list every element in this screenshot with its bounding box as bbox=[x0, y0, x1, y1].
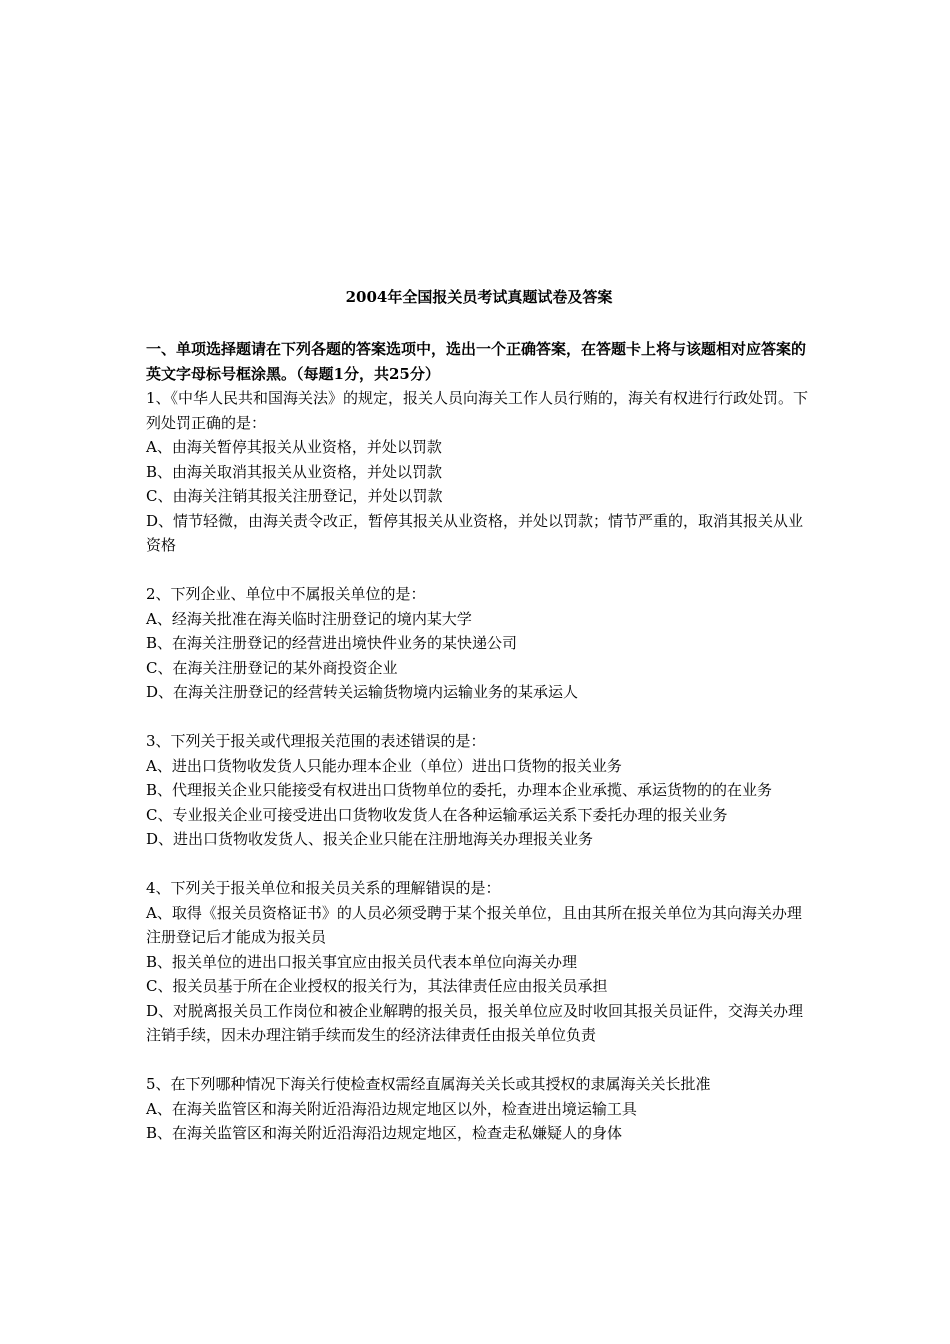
option-a: A、在海关监管区和海关附近沿海沿边规定地区以外，检查进出境运输工具 bbox=[146, 1099, 637, 1118]
question-5 bbox=[146, 1072, 812, 1146]
option-a: A、取得《报关员资格证书》的人员必须受聘于某个报关单位，且由其所在报关单位为其向海关办理注册登记后才能成为报关员 bbox=[146, 903, 802, 946]
question-2 bbox=[146, 582, 812, 705]
question-3 bbox=[146, 729, 812, 852]
option-b: B、在海关注册登记的经营进出境快件业务的某快递公司 bbox=[146, 634, 518, 652]
option-c: C、专业报关企业可接受进出口货物收发货人在各种运输承运关系下委托办理的报关业务 bbox=[146, 805, 728, 824]
question-4 bbox=[146, 876, 812, 1048]
question-stem: 3、下列关于报关或代理报关范围的表述错误的是： bbox=[146, 732, 486, 750]
option-d: D、进出口货物收发货人、报关企业只能在注册地海关办理报关业务 bbox=[146, 830, 594, 848]
option-a: A、由海关暂停其报关从业资格，并处以罚款 bbox=[146, 438, 442, 456]
document-title: 2004年全国报关员考试真题试卷及答案 bbox=[345, 288, 613, 306]
question-stem: 2、下列企业、单位中不属报关单位的是： bbox=[146, 585, 426, 603]
option-c: C、在海关注册登记的某外商投资企业 bbox=[146, 658, 398, 677]
document-page bbox=[146, 285, 812, 1146]
option-b: B、由海关取消其报关从业资格，并处以罚款 bbox=[146, 462, 443, 481]
option-b: B、报关单位的进出口报关事宜应由报关员代表本单位向海关办理 bbox=[146, 952, 578, 971]
option-a: A、进出口货物收发货人只能办理本企业（单位）进出口货物的报关业务 bbox=[146, 756, 622, 775]
option-c: C、由海关注销其报关注册登记，并处以罚款 bbox=[146, 487, 443, 505]
question-stem: 1、《中华人民共和国海关法》的规定，报关人员向海关工作人员行贿的，海关有权进行行政处罚。下列处罚正确的是： bbox=[146, 389, 809, 432]
section-heading: 一、单项选择题请在下列各题的答案选项中，选出一个正确答案，在答题卡上将与该题相对应答案的英文字母标号框涂黑。（每题1分，共25分） bbox=[146, 340, 807, 383]
option-c: C、报关员基于所在企业授权的报关行为，其法律责任应由报关员承担 bbox=[146, 977, 608, 995]
option-d: D、情节轻微，由海关责令改正，暂停其报关从业资格，并处以罚款；情节严重的，取消其报关从业资格 bbox=[146, 511, 804, 554]
question-1 bbox=[146, 386, 812, 558]
question-stem: 5、在下列哪种情况下海关行使检查权需经直属海关关长或其授权的隶属海关关长批准 bbox=[146, 1075, 711, 1093]
option-b: B、代理报关企业只能接受有权进出口货物单位的委托，办理本企业承揽、承运货物的的在业务 bbox=[146, 781, 773, 799]
option-a: A、经海关批准在海关临时注册登记的境内某大学 bbox=[146, 609, 472, 628]
option-b: B、在海关监管区和海关附近沿海沿边规定地区，检查走私嫌疑人的身体 bbox=[146, 1124, 623, 1142]
question-stem: 4、下列关于报关单位和报关员关系的理解错误的是： bbox=[146, 879, 501, 897]
option-d: D、在海关注册登记的经营转关运输货物境内运输业务的某承运人 bbox=[146, 683, 579, 701]
option-d: D、对脱离报关员工作岗位和被企业解聘的报关员，报关单位应及时收回其报关员证件，交海关办理注销手续，因未办理注销手续而发生的经济法律责任由报关单位负责 bbox=[146, 1001, 804, 1044]
